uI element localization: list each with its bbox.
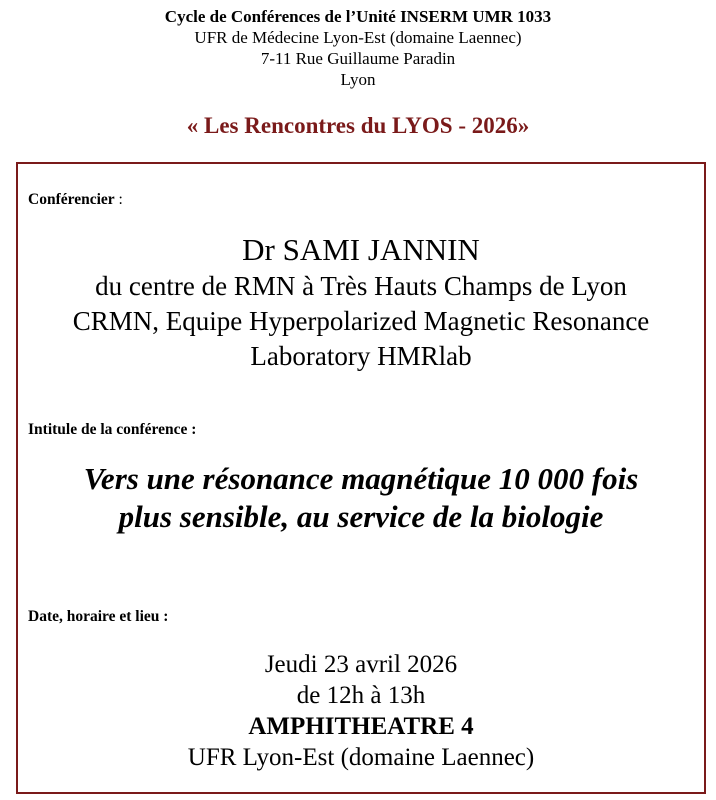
speaker-label [28, 191, 123, 209]
event-label [28, 608, 168, 626]
header-block [0, 6, 716, 90]
header-city: Lyon [340, 70, 376, 89]
speaker-affiliation-3: Laboratory HMRlab [250, 341, 472, 371]
speaker-affiliation-2: CRMN, Equipe Hyperpolarized Magnetic Resonance [72, 306, 650, 336]
talk-title-line-1: Vers une résonance magnétique 10 000 fois [83, 461, 639, 496]
series-title: « Les Rencontres du LYOS - 2026» [186, 113, 530, 138]
event-details [18, 649, 704, 773]
talk-label [28, 421, 196, 439]
header-faculty: UFR de Médecine Lyon-Est (domaine Laennec) [194, 28, 522, 47]
speaker-block [18, 231, 704, 374]
speaker-label-suffix: : [114, 191, 123, 208]
header-title: Cycle de Conférences de l’Unité INSERM UMR 1033 [164, 7, 552, 26]
speaker-label-text: Conférencier [28, 191, 115, 208]
header-address: 7-11 Rue Guillaume Paradin [260, 49, 456, 68]
event-room: AMPHITHEATRE 4 [248, 713, 474, 740]
event-time: de 12h à 13h [296, 682, 426, 709]
talk-title [18, 460, 704, 536]
event-date: Jeudi 23 avril 2026 [264, 651, 458, 678]
event-label-text: Date, horaire et lieu : [28, 608, 169, 625]
event-place: UFR Lyon-Est (domaine Laennec) [187, 744, 535, 771]
speaker-affiliation-1: du centre de RMN à Très Hauts Champs de Lyon [95, 271, 627, 301]
talk-label-text: Intitule de la conférence : [28, 421, 197, 438]
event-frame [16, 162, 706, 794]
speaker-name: Dr SAMI JANNIN [242, 232, 480, 267]
talk-title-line-2: plus sensible, au service de la biologie [118, 499, 604, 534]
